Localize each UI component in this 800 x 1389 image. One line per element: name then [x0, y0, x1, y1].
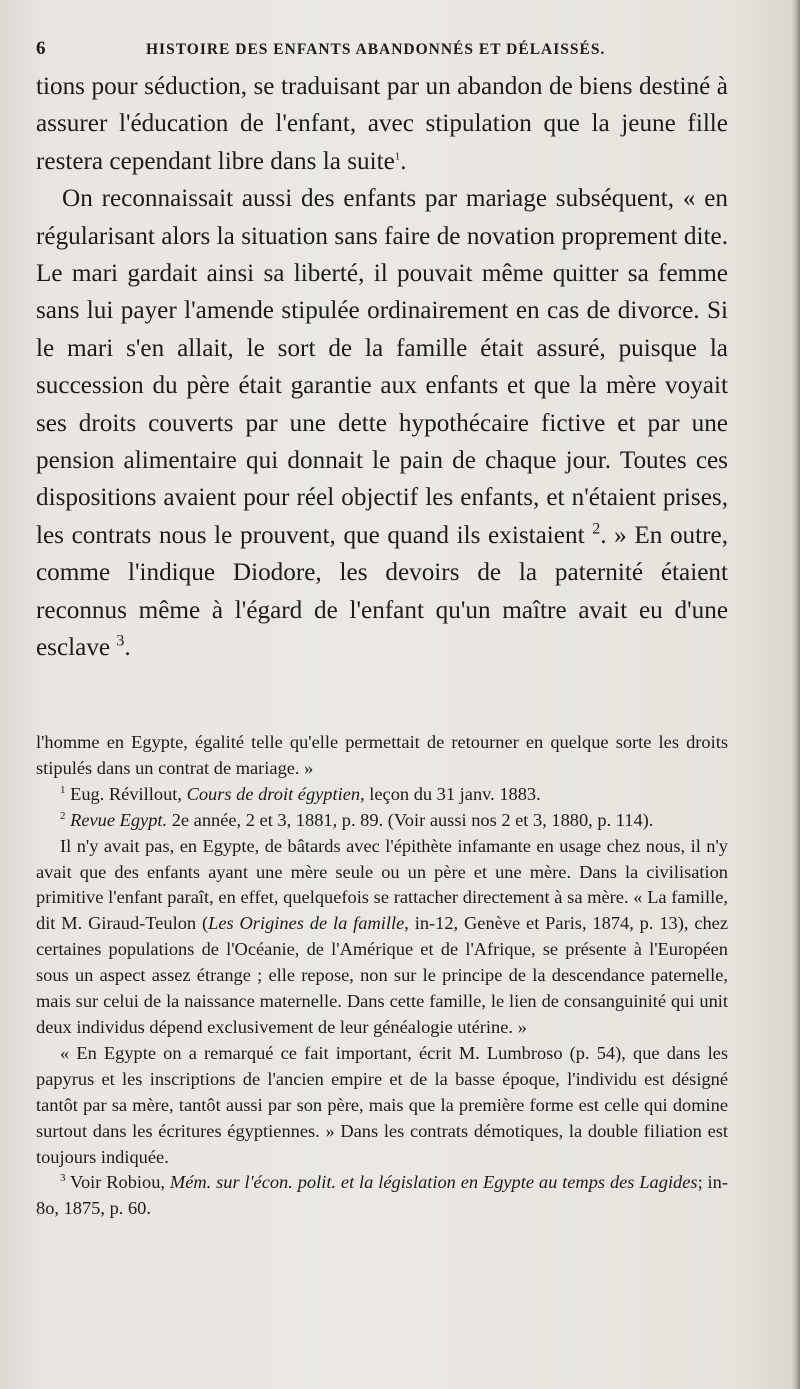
footnote-2-paragraph: Il n'y avait pas, en Egypte, de bâtards avec l'épithète infamante en usage chez nous, il n'y avait que des enfants ayant une mère seule ou un père et une mère. Dans la civilisation primitive l'enfant paraît, en effet, quelquefois se rattacher directement à sa mère. « La famille, dit M. Giraud-Teulon (Les Origines de la famille, in-12, Genève et Paris, 1874, p. 13), chez certaines populations de l'Océanie, de l'Amérique et de l'Afrique, se présente à l'Européen sous un aspect assez étrange ; elle repose, non sur le principe de la descendance paternelle, mais sur celui de la naissance maternelle. Dans cette famille, le lien de consanguinité qui unit deux individus dépend exclusivement de leur généalogie utérine. » [36, 835, 729, 1037]
footnote-ref: 2 [592, 520, 601, 538]
footnote-ref: 3 [116, 632, 125, 650]
footnote-ref: 1 [394, 150, 401, 163]
footnote-2-paragraph: « En Egypte on a remarqué ce fait important, écrit M. Lumbroso (p. 54), que dans les papyrus et les inscriptions de l'ancien empire et de la basse époque, l'individu est désigné tantôt par sa mère, tantôt aussi par son père, mais que la première forme est celle qui domine surtout dans les écritures égyptiennes. » Dans les contrats démotiques, la double filiation est toujours indiquée. [36, 1042, 728, 1167]
footnote-3: $^3$ Voir Robiou, Mém. sur l'écon. polit. et la législation en Egypte au temps des Lagides; in-8o, 1875, p. 60. [36, 1172, 728, 1219]
footnotes [36, 730, 728, 1222]
running-title: HISTOIRE DES ENFANTS ABANDONNÉS ET DÉLAISSÉS. [146, 41, 606, 58]
footnote-2: $^2$ Revue Egypt. 2e année, 2 et 3, 1881, p. 89. (Voir aussi nos 2 et 3, 1880, p. 114). [60, 809, 654, 830]
main-text [36, 68, 728, 667]
footnote-continuation: l'homme en Egypte, égalité telle qu'elle permettait de retourner en quelque sorte les droits stipulés dans un contrat de mariage. » [36, 732, 728, 778]
page-edge-shadow [792, 0, 800, 1389]
page-number: 6 [36, 38, 46, 59]
footnote-1: $^1$ Eug. Révillout, Cours de droit égyptien, leçon du 31 janv. 1883. [60, 783, 541, 804]
page-header [36, 38, 756, 60]
body-paragraph: On reconnaissait aussi des enfants par mariage subséquent, « en régularisant alors la situation sans faire de novation proprement dite. Le mari gardait ainsi sa liberté, il pouvait même quitter sa femme sans lui payer l'amende stipulée ordinairement en cas de divorce. Si le mari s'en allait, le sort de la famille était assuré, puisque la succession du père était garantie aux enfants et que la mère voyait ses droits couverts par une dette hypothécaire fictive et par une pension alimentaire qui donnait le pain de chaque jour. Toutes ces dispositions avaient pour réel objectif les enfants, et n'étaient prises, les contrats nous le prouvent, que quand ils existaient $^2$. » En outre, comme l'indique Diodore, les devoirs de la paternité étaient reconnus même à l'égard de l'enfant qu'un maître avait eu d'une esclave $^3$. [36, 185, 729, 662]
body-paragraph: tions pour séduction, se traduisant par un abandon de biens destiné à assurer l'éducation de l'enfant, avec stipulation que la jeune fille restera cependant libre dans la suite$^1$. [36, 73, 728, 175]
